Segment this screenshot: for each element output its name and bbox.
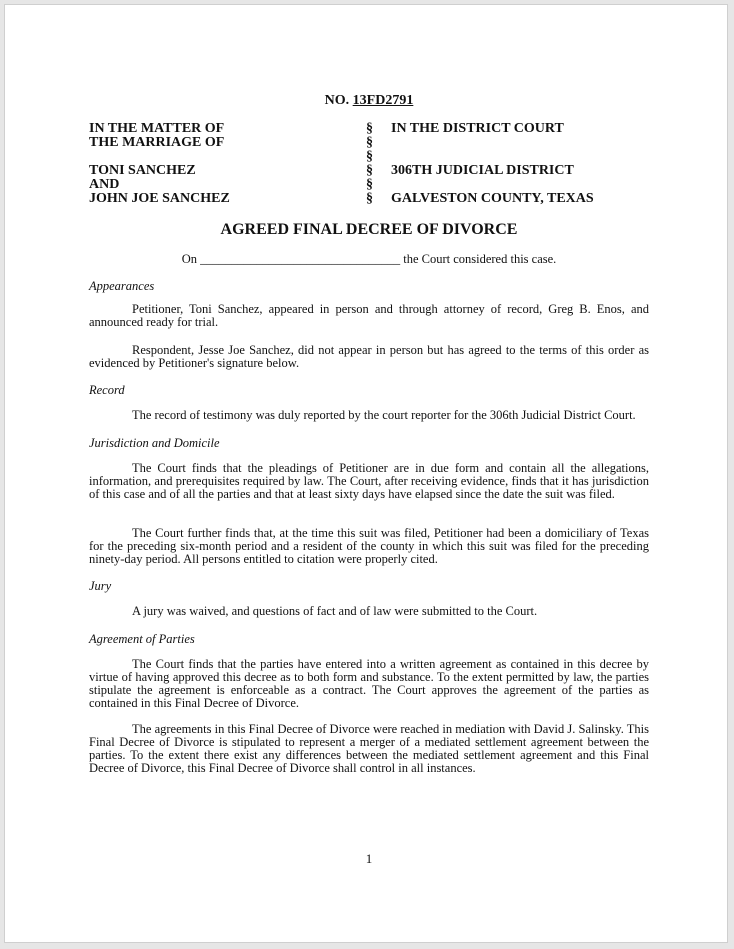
section-symbol: § (366, 149, 373, 164)
section-heading-record: Record (89, 383, 125, 397)
section-heading-appearances: Appearances (89, 279, 155, 293)
paragraph-jury: A jury was waived, and questions of fact and of law were submitted to the Court. (132, 604, 538, 618)
paragraph-petitioner-appearance: Petitioner, Toni Sanchez, appeared in person and through attorney of record, Greg B. Enos, and announced ready for trial. (89, 302, 649, 329)
section-heading-jurisdiction: Jurisdiction and Domicile (89, 436, 220, 450)
case-number: 13FD2791 (352, 93, 414, 108)
document-page (4, 4, 728, 943)
court-name: IN THE DISTRICT COURT (391, 121, 564, 136)
paragraph-agreement: The Court finds that the parties have entered into a written agreement as contained in this decree by virtue of having approved this decree as to both form and substance. To the extent permitted by law, the parties stipulate the agreement is enforceable as a contract. The Court approves the agreement of the parties as contained in this Final Decree of Divorce. (89, 657, 649, 710)
respondent-name: JOHN JOE SANCHEZ (89, 191, 230, 206)
caption-left: IN THE MATTER OF (89, 121, 225, 136)
section-symbol: § (366, 135, 373, 150)
paragraph-domicile: The Court further finds that, at the time this suit was filed, Petitioner had been a domiciliary of Texas for the preceding six-month period and a resident of the county in which this suit was filed for the preceding ninety-day period. All persons entitled to citation were properly cited. (89, 526, 649, 566)
judicial-district: 306TH JUDICIAL DISTRICT (391, 163, 574, 178)
caption-left: THE MARRIAGE OF (89, 135, 225, 150)
section-symbol: § (366, 191, 373, 206)
section-heading-agreement: Agreement of Parties (89, 632, 195, 646)
section-symbol: § (366, 177, 373, 192)
case-number-line (89, 93, 649, 109)
caption-row (89, 164, 649, 178)
county-name: GALVESTON COUNTY, TEXAS (391, 191, 594, 206)
caption-row (89, 122, 649, 136)
caption-row (89, 136, 649, 150)
paragraph-respondent-appearance: Respondent, Jesse Joe Sanchez, did not appear in person but has agreed to the terms of this order as evidenced by Petitioner's signature below. (89, 343, 649, 370)
paragraph-jurisdiction: The Court finds that the pleadings of Petitioner are in due form and contain all the allegations, information, and prerequisites required by law. The Court, after receiving evidence, finds that it has jurisdiction of this case and of all the parties and that at least sixty days have elapsed since the date the suit was filed. (89, 461, 649, 501)
case-number-prefix: NO. (324, 93, 353, 108)
hearing-date-line: On ________________________________ the Court considered this case. (181, 252, 557, 266)
paragraph-record: The record of testimony was duly reported by the court reporter for the 306th Judicial District Court. (132, 408, 636, 422)
petitioner-name: TONI SANCHEZ (89, 163, 196, 178)
section-symbol: § (366, 163, 373, 178)
caption-row (89, 150, 649, 164)
caption-row (89, 192, 649, 206)
section-heading-jury: Jury (89, 579, 112, 593)
document-title: AGREED FINAL DECREE OF DIVORCE (220, 221, 518, 238)
paragraph-mediation: The agreements in this Final Decree of Divorce were reached in mediation with David J. Salinsky. This Final Decree of Divorce is stipulated to represent a merger of a mediated settlement agreement between the parties. To the extent there exist any differences between the mediated settlement agreement and this Final Decree of Divorce, this Final Decree of Divorce shall control in all instances. (89, 722, 649, 775)
section-symbol: § (366, 121, 373, 136)
page-number: 1 (365, 851, 373, 866)
caption-left: AND (89, 177, 120, 192)
caption-row (89, 178, 649, 192)
